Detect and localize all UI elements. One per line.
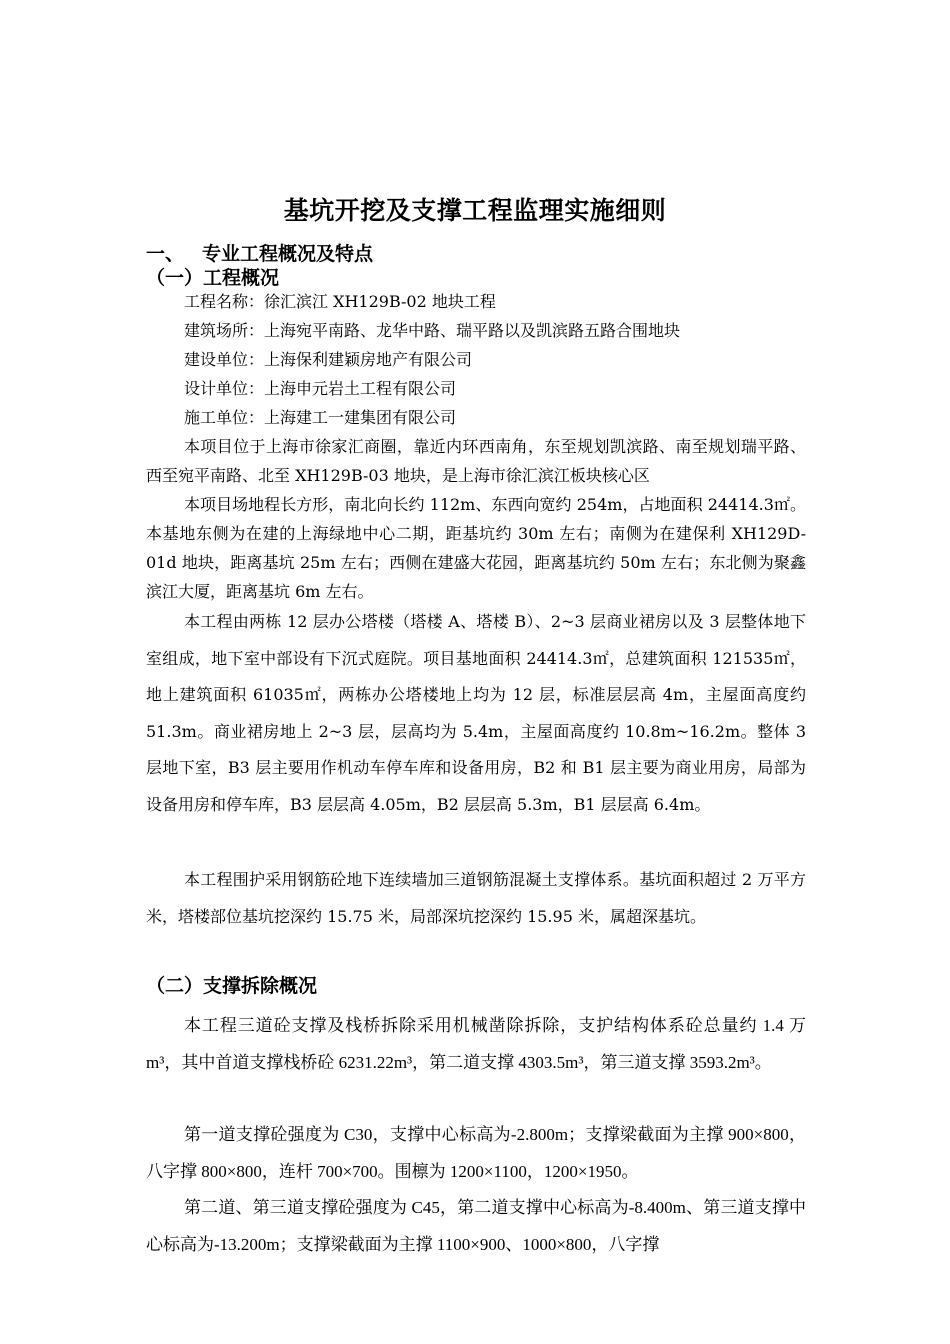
subsection-heading-overview: （一）工程概况: [146, 267, 280, 289]
paragraph-building: 本工程由两栋 12 层办公塔楼（塔楼 A、塔楼 B）、2~3 层商业裙房以及 3 层整体地下室组成，地下室中部设有下沉式庭院。项目基地面积 24414.3㎡，总建筑面积 121535㎡，地上建筑面积 61035㎡，两栋办公塔楼地上均为 12 层，标准层层高 4m，主屋面高度约 51.3m。商业裙房地上 2~3 层，层高均为 5.4m，主屋面高度约 10.8m~16.2m。整体 3 层地下室，B3 层主要用作机动车停车库和设备用房，B2 和 B1 层主要为商业用房，局部为设备用房和停车库，B3 层层高 4.05m，B2 层层高 5.3m，B1 层层高 6.4m。: [146, 612, 806, 814]
info-designer: 设计单位：上海申元岩土工程有限公司: [184, 379, 457, 398]
paragraph-retaining: 本工程围护采用钢筋砼地下连续墙加三道钢筋混凝土支撑体系。基坑面积超过 2 万平方米，塔楼部位基坑挖深约 15.75 米，局部深坑挖深约 15.95 米，属超深基坑。: [146, 870, 806, 926]
paragraph-second-support: 第二道、第三道支撑砼强度为 C45，第二道支撑中心标高为-8.400m、第三道支撑中心标高为-13.200m；支撑梁截面为主撑 1100×900、1000×800，八字撑: [146, 1198, 806, 1254]
project-info-list: [184, 287, 680, 432]
info-owner: 建设单位：上海保利建颖房地产有限公司: [184, 350, 473, 369]
info-project-name: 工程名称：徐汇滨江 XH129B-02 地块工程: [184, 292, 496, 311]
paragraph-location: 本项目位于上海市徐家汇商圈，靠近内环西南角，东至规划凯滨路、南至规划瑞平路、西至宛平南路、北至 XH129B-03 地块，是上海市徐汇滨江板块核心区: [146, 437, 806, 485]
section-heading-text: 专业工程概况及特点: [202, 243, 374, 265]
document-title: 基坑开挖及支撑工程监理实施细则: [283, 196, 667, 225]
info-contractor: 施工单位：上海建工一建集团有限公司: [184, 408, 457, 427]
section-number: 一、: [146, 243, 185, 265]
paragraph-first-support: 第一道支撑砼强度为 C30，支撑中心标高为-2.800m；支撑梁截面为主撑 900×800，八字撑 800×800，连杆 700×700。围檩为 1200×1100，1200×1950。: [146, 1125, 806, 1181]
paragraph-removal: 本工程三道砼支撑及栈桥拆除采用机械凿除拆除，支护结构体系砼总量约 1.4 万 m³，其中首道支撑栈桥砼 6231.22m³，第二道支撑 4303.5m³，第三道支撑 3593.2m³。: [146, 1016, 806, 1072]
subsection-heading-removal: （二）支撑拆除概况: [146, 975, 318, 997]
info-site: 建筑场所：上海宛平南路、龙华中路、瑞平路以及凯滨路五路合围地块: [184, 321, 681, 340]
paragraph-site: 本项目场地程长方形，南北向长约 112m、东西向宽约 254m，占地面积 24414.3㎡。本基地东侧为在建的上海绿地中心二期，距基坑约 30m 左右；南侧为在建保利 XH129D-01d 地块，距离基坑 25m 左右；西侧在建盛大花园，距离基坑约 50m 左右；东北侧为聚鑫滨江大厦，距离基坑 6m 左右。: [146, 495, 806, 601]
